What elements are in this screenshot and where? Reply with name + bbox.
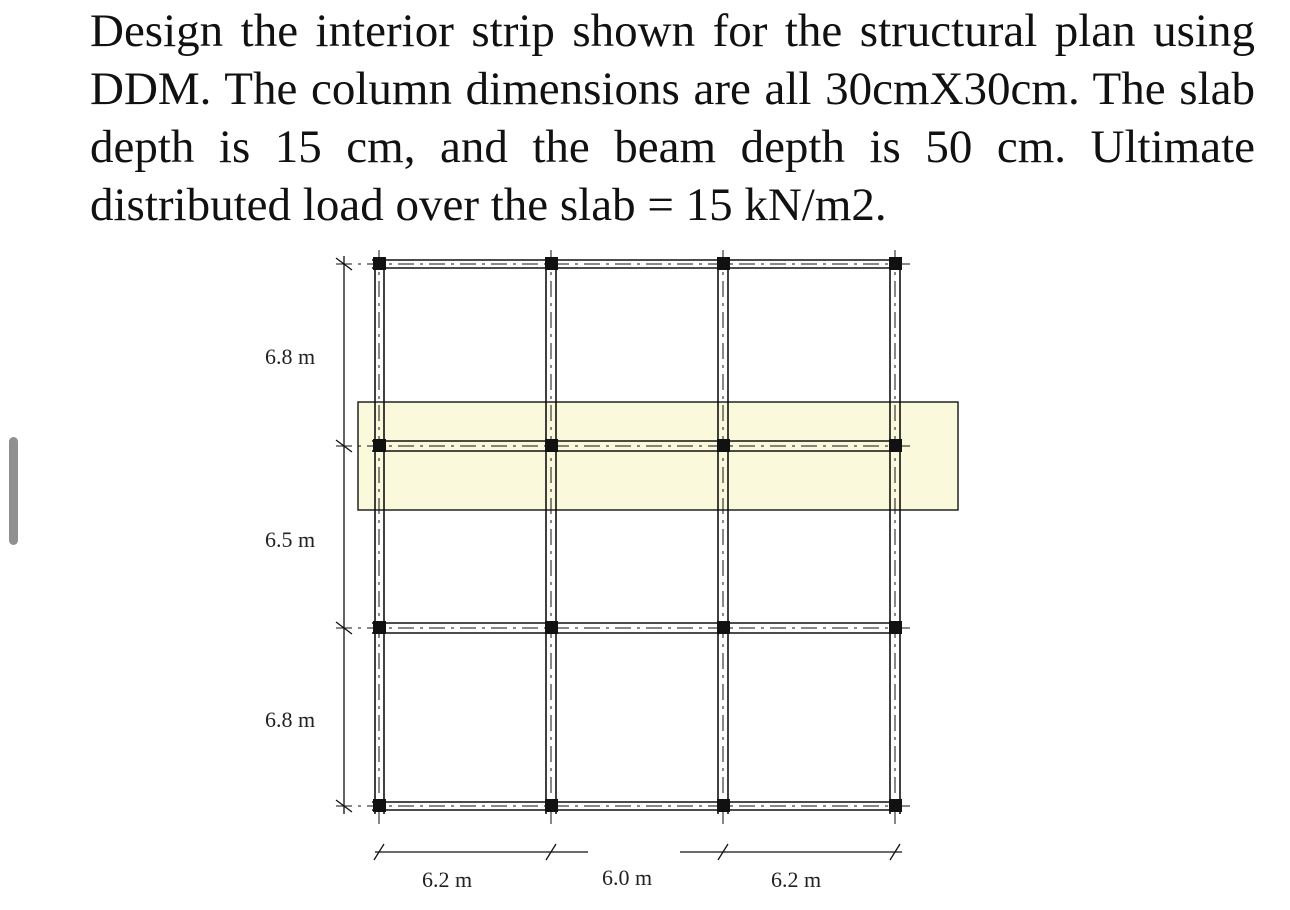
column — [545, 439, 558, 452]
dim-label-y-3: 6.8 m — [265, 707, 316, 732]
column — [373, 621, 386, 634]
dim-label-y-1: 6.8 m — [265, 344, 316, 369]
columns — [373, 257, 902, 812]
column — [717, 799, 730, 812]
vertical-dimension-line — [336, 256, 352, 814]
horizontal-axes — [336, 264, 915, 806]
column — [373, 799, 386, 812]
horizontal-dimension-line — [374, 844, 902, 860]
column — [373, 257, 386, 270]
dim-label-x-1: 6.2 m — [422, 867, 473, 892]
column — [545, 257, 558, 270]
column — [717, 621, 730, 634]
dim-label-x-2: 6.0 m — [602, 865, 653, 890]
dim-label-y-2: 6.5 m — [265, 527, 316, 552]
problem-statement: Design the interior strip shown for the structural plan using DDM. The column dimensions are all 30cmX30cm. The slab depth is 15 cm, and the beam depth is 50 cm. Ultimate distributed load over the slab = 15 kN/m2. — [90, 5, 1255, 231]
interior-strip-highlight — [358, 402, 958, 510]
vertical-axes — [379, 250, 895, 825]
column — [889, 439, 902, 452]
column — [717, 257, 730, 270]
column — [717, 439, 730, 452]
column — [889, 621, 902, 634]
dim-label-x-3: 6.2 m — [771, 867, 822, 892]
column — [545, 799, 558, 812]
horizontal-beams — [372, 260, 902, 810]
column — [373, 439, 386, 452]
vertical-beams — [375, 258, 900, 814]
column — [889, 799, 902, 812]
column — [889, 257, 902, 270]
column — [545, 621, 558, 634]
